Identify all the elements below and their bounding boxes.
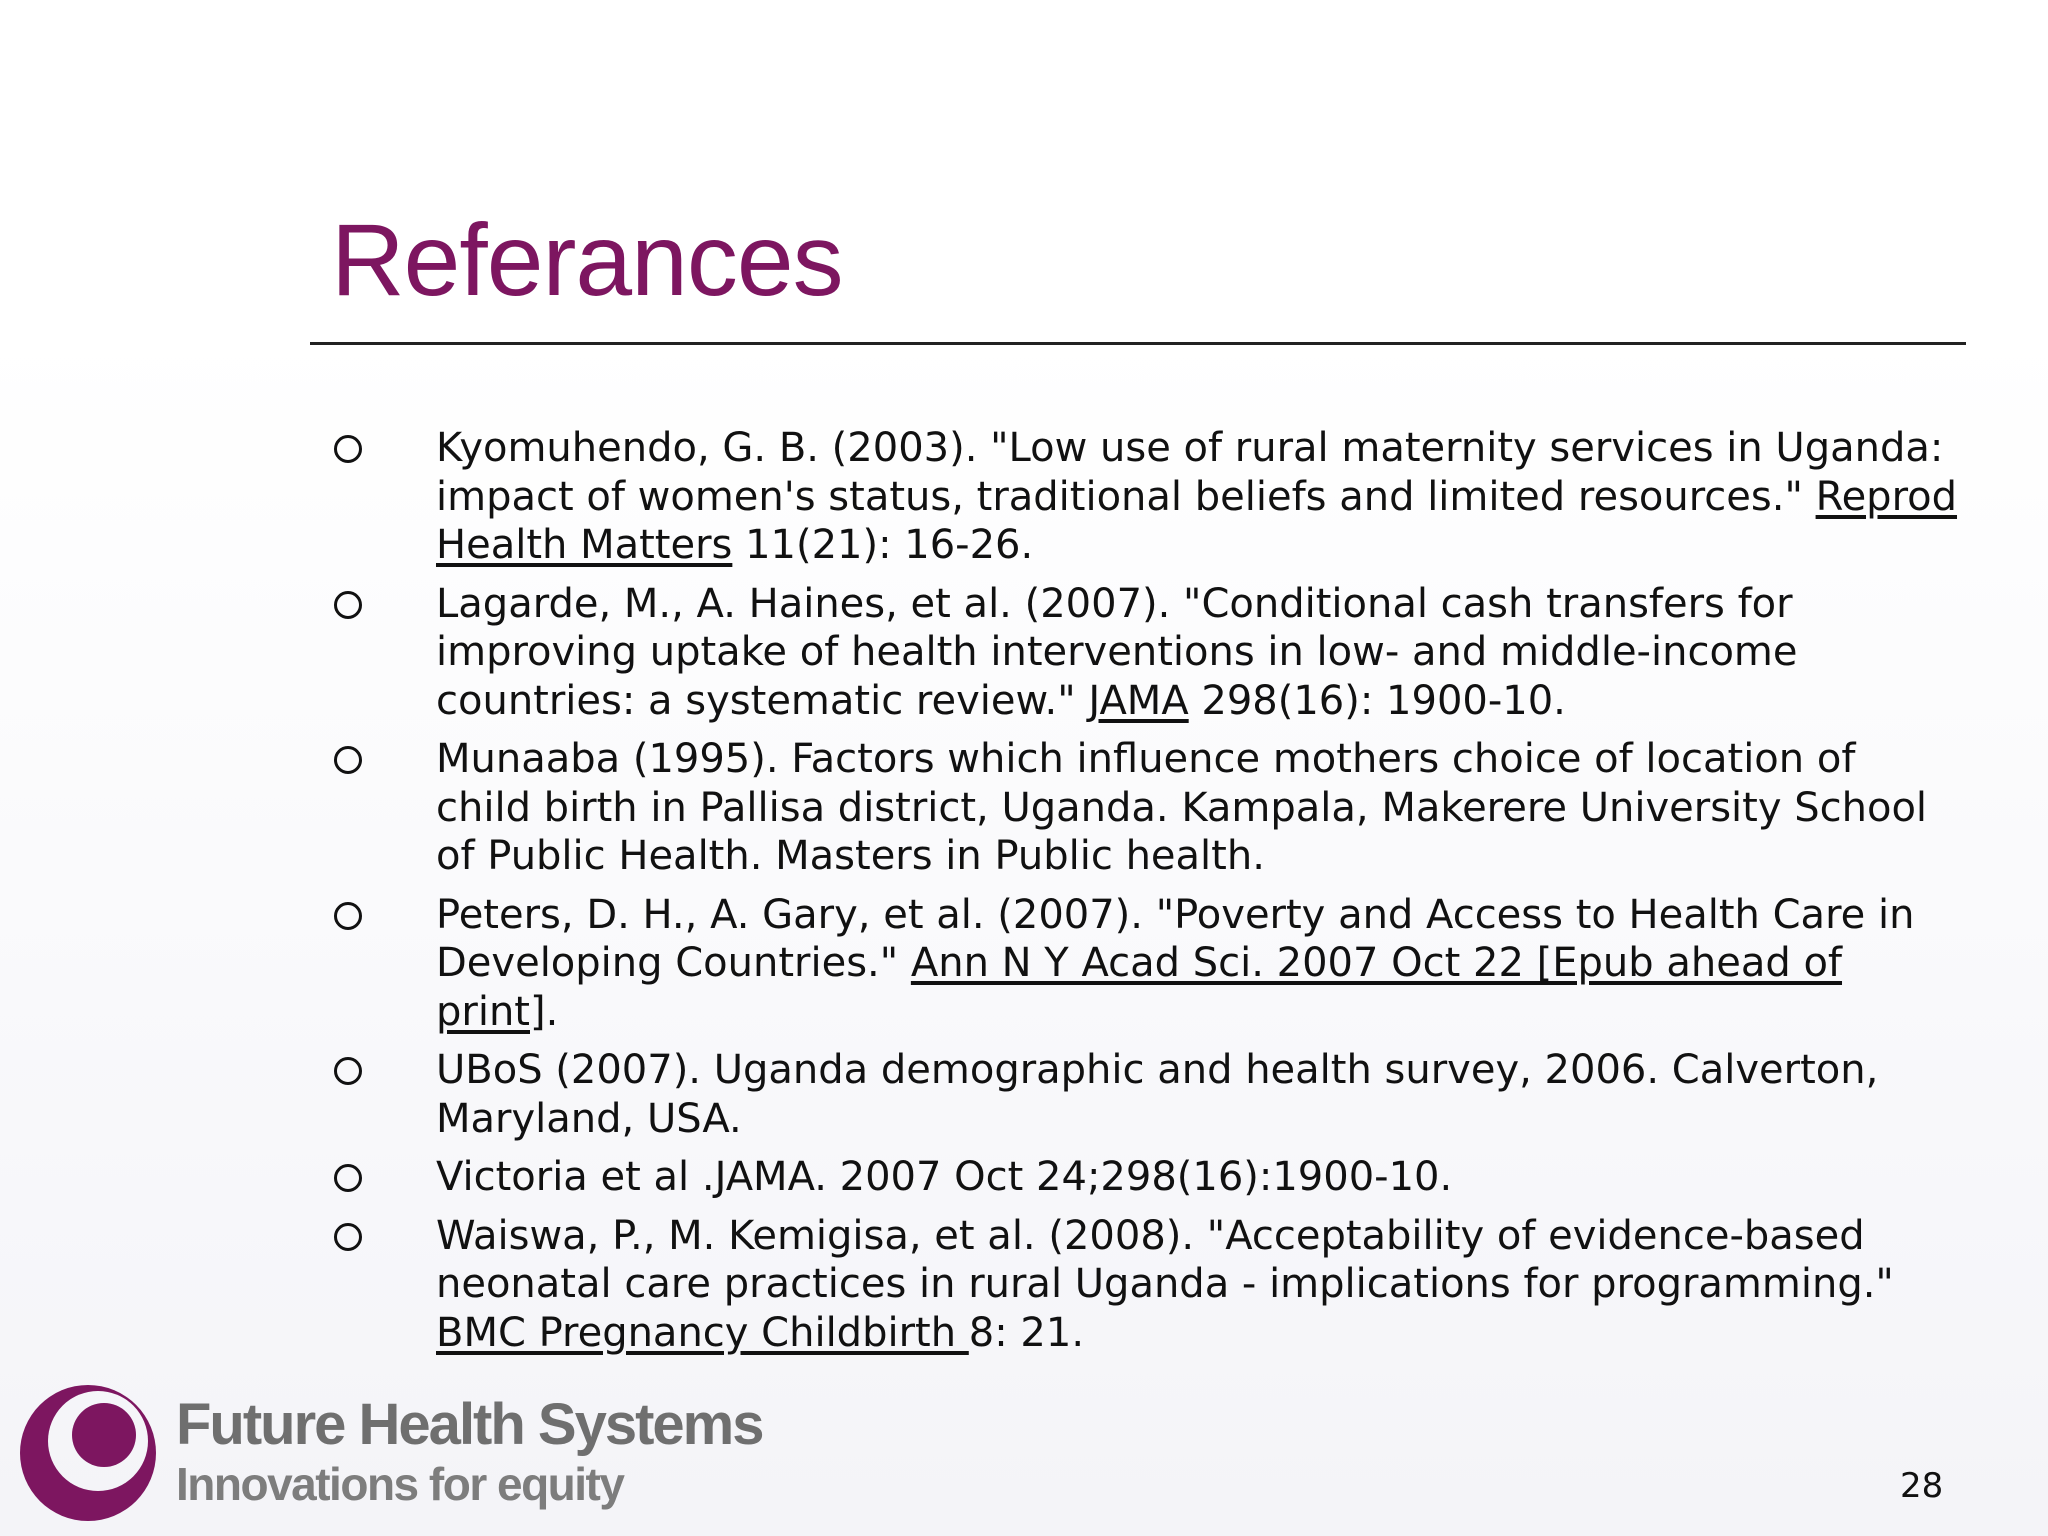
reference-text: Waiswa, P., M. Kemigisa, et al. (2008). "Acceptability of evidence-based neonatal care practices in rural Uganda - implications for programming."	[436, 1212, 1894, 1307]
reference-text: Kyomuhendo, G. B. (2003). "Low use of rural maternity services in Uganda: impact of women's status, traditional beliefs and limited resources."	[436, 425, 1944, 520]
brand-name: Future Health Systems	[176, 1392, 763, 1457]
hollow-circle-bullet-icon	[334, 746, 362, 774]
hollow-circle-bullet-icon	[334, 1223, 362, 1251]
reference-item	[332, 424, 1962, 570]
reference-journal: Reprod Health Matters	[436, 473, 1958, 568]
crescent-circle-logo-icon	[18, 1383, 158, 1523]
reference-citation: 8: 21.	[968, 1309, 1085, 1356]
reference-item	[332, 891, 1962, 1037]
reference-item	[332, 1212, 1962, 1358]
references-list	[332, 424, 1962, 1367]
reference-item	[332, 1046, 1962, 1143]
reference-text: Munaaba (1995). Factors which influence mothers choice of location of child birth in Pallisa district, Uganda. Kampala, Makerere University School of Public Health. Masters in Public health.	[436, 736, 1928, 879]
reference-text: Lagarde, M., A. Haines, et al. (2007). "Conditional cash transfers for improving uptake of health interventions in low- and middle-income countries: a systematic review."	[436, 580, 1798, 724]
reference-item	[332, 580, 1962, 726]
slide-title: Referances	[331, 203, 843, 317]
page-number: 28	[1900, 1466, 1944, 1506]
reference-item	[332, 1153, 1962, 1202]
reference-citation: 11(21): 16-26.	[732, 522, 1034, 568]
hollow-circle-bullet-icon	[334, 1164, 362, 1192]
hollow-circle-bullet-icon	[334, 591, 362, 619]
reference-text: Peters, D. H., A. Gary, et al. (2007). "Poverty and Access to Health Care in Developing Countries."	[436, 891, 1915, 986]
reference-text: UBoS (2007). Uganda demographic and health survey, 2006. Calverton, Maryland, USA.	[436, 1047, 1879, 1142]
brand-tagline: Innovations for equity	[176, 1458, 624, 1510]
title-divider	[310, 342, 1966, 345]
reference-journal: JAMA	[1088, 677, 1189, 724]
hollow-circle-bullet-icon	[334, 902, 362, 930]
reference-journal: BMC Pregnancy Childbirth	[436, 1309, 969, 1356]
reference-citation: .	[545, 988, 559, 1035]
reference-text: Victoria et al .JAMA. 2007 Oct 24;298(16):1900-10.	[436, 1154, 1453, 1200]
reference-journal: Ann N Y Acad Sci. 2007 Oct 22 [Epub ahead of print]	[436, 940, 1843, 1035]
reference-item	[332, 735, 1962, 881]
reference-citation: 298(16): 1900-10.	[1188, 677, 1566, 724]
hollow-circle-bullet-icon	[334, 1057, 362, 1085]
hollow-circle-bullet-icon	[334, 435, 362, 463]
